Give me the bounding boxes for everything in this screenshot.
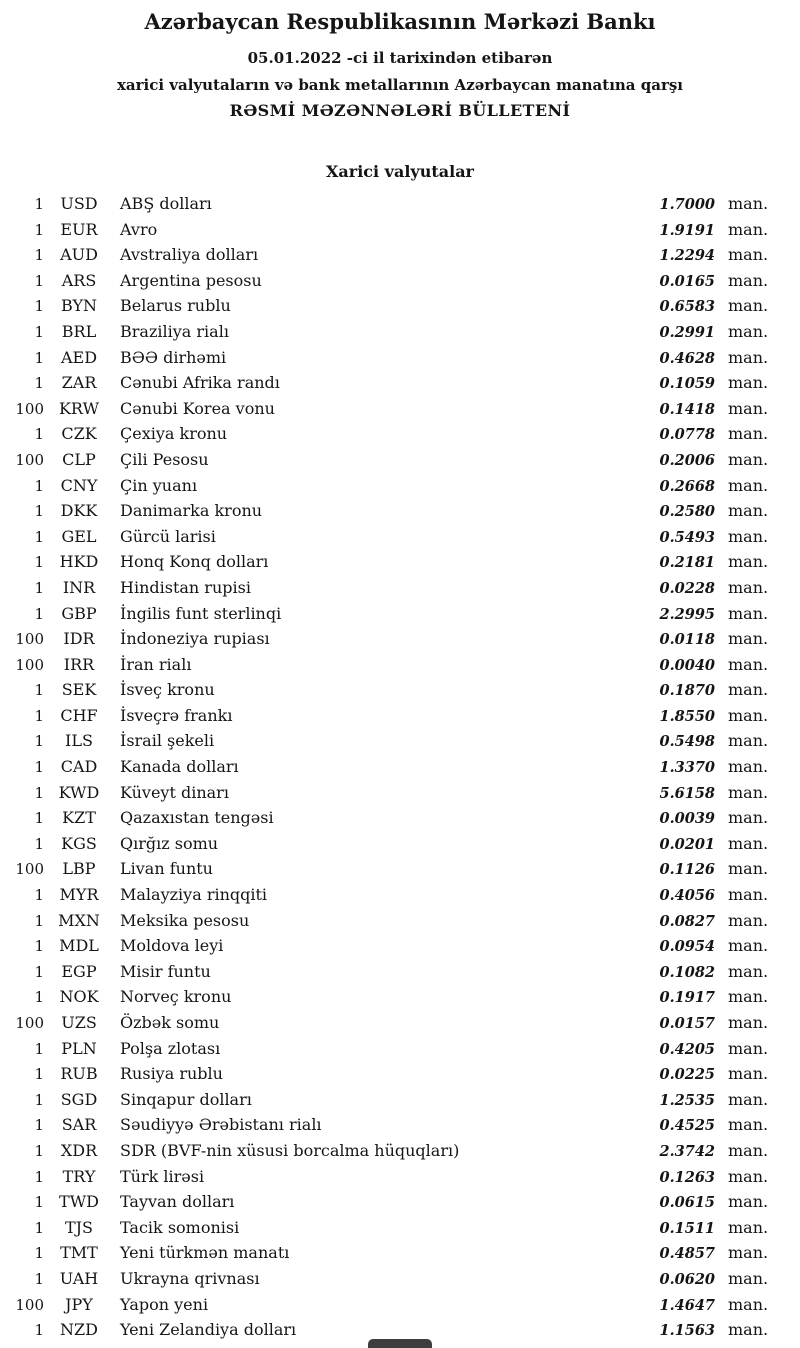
rate-row	[10, 1061, 770, 1087]
quantity: 1	[34, 937, 44, 956]
currency-name: Sinqapur dolları	[120, 1089, 252, 1109]
currency-name: Moldova leyi	[120, 936, 224, 956]
currency-code: IDR	[63, 629, 95, 649]
rate-value: 1.9191	[659, 221, 715, 239]
currency-code: HKD	[59, 552, 99, 572]
rate-value: 0.0827	[659, 912, 715, 930]
rate-value: 0.0954	[659, 938, 715, 956]
quantity: 100	[15, 630, 44, 649]
unit-label: man.	[728, 194, 769, 213]
currency-code: SEK	[61, 680, 97, 700]
quantity: 1	[34, 1039, 44, 1058]
currency-code: TMT	[60, 1243, 98, 1263]
unit-label: man.	[728, 1217, 769, 1237]
quantity: 100	[15, 450, 44, 469]
currency-name: Tacik somonisi	[120, 1217, 240, 1237]
currency-name: Belarus rublu	[120, 296, 231, 316]
rate-row	[10, 1164, 770, 1190]
rate-row	[10, 549, 770, 575]
unit-label: man.	[728, 373, 769, 393]
rate-row	[10, 856, 770, 882]
quantity: 1	[34, 476, 44, 495]
currency-name: Cənubi Afrika randı	[120, 373, 280, 393]
currency-name: Çili Pesosu	[120, 449, 209, 469]
rate-value: 0.0040	[659, 656, 715, 674]
currency-code: GEL	[61, 526, 97, 546]
currency-name: Braziliya rialı	[120, 321, 229, 341]
unit-label: man.	[728, 577, 769, 597]
quantity: 1	[34, 886, 44, 905]
currency-code: PLN	[61, 1038, 97, 1058]
unit-label: man.	[728, 1192, 769, 1212]
currency-name: Ukrayna qrivnası	[120, 1268, 260, 1288]
unit-label: man.	[728, 629, 769, 649]
quantity: 1	[34, 1269, 44, 1288]
rate-value: 0.1418	[659, 400, 715, 418]
unit-label: man.	[728, 526, 769, 546]
rate-row	[10, 447, 770, 473]
unit-label: man.	[728, 1115, 769, 1135]
bank-title: Azərbaycan Respublikasının Mərkəzi Bankı	[144, 9, 656, 34]
rate-row	[10, 780, 770, 806]
currency-code: TRY	[62, 1166, 96, 1186]
rates-list	[0, 191, 800, 1343]
rate-value: 0.1870	[659, 682, 715, 700]
currency-code: KWD	[58, 782, 100, 802]
currency-name: Çin yuanı	[120, 475, 198, 495]
rate-value: 0.0228	[659, 579, 715, 597]
unit-label: man.	[728, 270, 769, 290]
rate-row	[10, 984, 770, 1010]
quantity: 1	[34, 220, 44, 239]
currency-code: KGS	[61, 833, 97, 853]
unit-label: man.	[728, 910, 769, 930]
currency-code: CNY	[60, 475, 98, 495]
currency-name: Argentina pesosu	[120, 270, 262, 290]
rate-value: 0.0165	[659, 272, 715, 290]
currency-code: KRW	[58, 398, 100, 418]
rate-row	[10, 575, 770, 601]
unit-label: man.	[728, 1243, 769, 1263]
unit-label: man.	[728, 731, 769, 751]
currency-name: Hindistan rupisi	[120, 577, 251, 597]
currency-name: İran rialı	[120, 654, 192, 674]
rate-row	[10, 601, 770, 627]
rate-row	[10, 191, 770, 217]
quantity: 1	[34, 1090, 44, 1109]
quantity: 1	[34, 706, 44, 725]
quantity: 100	[15, 1014, 44, 1032]
currency-code: USD	[60, 194, 98, 213]
rate-value: 0.0118	[659, 631, 715, 649]
unit-label: man.	[728, 1294, 769, 1314]
rate-row	[10, 524, 770, 550]
rate-row	[10, 908, 770, 934]
rate-value: 0.1511	[659, 1219, 715, 1237]
rate-value: 0.6583	[659, 298, 715, 316]
rate-row	[10, 652, 770, 678]
quantity: 1	[34, 1321, 44, 1340]
currency-code: RUB	[60, 1064, 98, 1084]
quantity: 1	[34, 988, 44, 1007]
currency-name: Avstraliya dolları	[120, 245, 259, 265]
rate-value: 0.2991	[659, 323, 715, 341]
rate-row	[10, 831, 770, 857]
unit-label: man.	[728, 347, 769, 367]
quantity: 1	[34, 271, 44, 290]
currency-code: ARS	[61, 270, 97, 290]
currency-name: Misir funtu	[120, 961, 211, 981]
rate-value: 2.3742	[659, 1142, 715, 1160]
quantity: 1	[34, 911, 44, 930]
currency-code: EGP	[61, 961, 97, 981]
unit-label: man.	[728, 1013, 769, 1032]
quantity: 1	[34, 834, 44, 853]
currency-code: EUR	[60, 219, 98, 239]
quantity: 1	[34, 553, 44, 572]
rate-row	[10, 882, 770, 908]
currency-name: İndoneziya rupiası	[120, 629, 270, 649]
rate-value: 0.1082	[659, 963, 715, 981]
effective-date-line: 05.01.2022 -ci il tarixindən etibarən	[247, 49, 553, 67]
rate-value: 0.4205	[659, 1040, 715, 1058]
currency-name: Yeni Zelandiya dolları	[120, 1320, 297, 1340]
currency-code: ZAR	[61, 373, 97, 393]
currency-code: TJS	[64, 1217, 94, 1237]
quantity: 1	[34, 578, 44, 597]
bulletin-header	[0, 0, 800, 120]
unit-label: man.	[728, 987, 769, 1007]
currency-code: XDR	[60, 1140, 98, 1160]
currency-code: MDL	[59, 936, 99, 956]
rate-value: 0.0225	[659, 1066, 715, 1084]
currency-code: MYR	[59, 885, 99, 905]
unit-label: man.	[728, 1064, 769, 1084]
unit-label: man.	[728, 475, 769, 495]
rate-row	[10, 396, 770, 422]
currency-name: İngilis funt sterlinqi	[120, 603, 282, 623]
currency-code: CAD	[60, 757, 98, 777]
unit-label: man.	[728, 782, 769, 802]
quantity: 1	[34, 374, 44, 393]
rate-value: 0.0201	[659, 835, 715, 853]
currency-name: ABŞ dolları	[120, 194, 212, 213]
rate-value: 5.6158	[659, 784, 715, 802]
currency-name: Gürcü larisi	[120, 526, 216, 546]
rate-row	[10, 626, 770, 652]
currency-name: Rusiya rublu	[120, 1064, 223, 1084]
currency-name: Avro	[120, 219, 158, 239]
unit-label: man.	[728, 245, 769, 265]
rate-row	[10, 242, 770, 268]
unit-label: man.	[728, 859, 769, 879]
rate-value: 0.1263	[659, 1168, 715, 1186]
quantity: 1	[34, 783, 44, 802]
quantity: 1	[34, 1193, 44, 1212]
rate-row	[10, 1036, 770, 1062]
currency-name: Kanada dolları	[120, 757, 239, 777]
quantity: 1	[34, 527, 44, 546]
rate-value: 0.4857	[659, 1245, 715, 1263]
unit-label: man.	[728, 833, 769, 853]
bulletin-name: RƏSMİ MƏZƏNNƏLƏRİ BÜLLETENİ	[229, 101, 571, 120]
rate-row	[10, 805, 770, 831]
unit-label: man.	[728, 680, 769, 700]
rate-value: 1.7000	[659, 196, 715, 213]
unit-label: man.	[728, 398, 769, 418]
currency-name: İsveç kronu	[120, 680, 215, 700]
currency-code: ILS	[65, 731, 93, 751]
quantity: 1	[34, 604, 44, 623]
rate-row	[10, 498, 770, 524]
currency-name: Yapon yeni	[120, 1294, 209, 1314]
unit-label: man.	[728, 296, 769, 316]
rate-value: 0.1059	[659, 375, 715, 393]
rate-value: 0.2668	[659, 477, 715, 495]
quantity: 1	[34, 1218, 44, 1237]
unit-label: man.	[728, 1089, 769, 1109]
quantity: 1	[34, 681, 44, 700]
currency-code: JPY	[65, 1294, 93, 1314]
unit-label: man.	[728, 808, 769, 828]
section-title-foreign-currencies: Xarici valyutalar	[326, 162, 474, 181]
rate-row	[10, 473, 770, 499]
currency-code: CLP	[62, 449, 96, 469]
rate-row	[10, 677, 770, 703]
quantity: 1	[34, 348, 44, 367]
rate-row	[10, 319, 770, 345]
quantity: 100	[15, 655, 44, 674]
currency-code: CZK	[61, 424, 97, 444]
quantity: 100	[15, 860, 44, 879]
currency-name: Tayvan dolları	[120, 1192, 235, 1212]
rate-row	[10, 703, 770, 729]
currency-name: Malayziya rinqqiti	[120, 885, 268, 905]
rate-row	[10, 217, 770, 243]
bottom-bar	[368, 1339, 432, 1348]
currency-code: UAH	[59, 1268, 99, 1288]
rate-row	[10, 421, 770, 447]
unit-label: man.	[728, 219, 769, 239]
rate-value: 0.4628	[659, 349, 715, 367]
quantity: 1	[34, 758, 44, 777]
unit-label: man.	[728, 757, 769, 777]
rate-value: 1.2535	[659, 1091, 715, 1109]
currency-name: Cənubi Korea vonu	[120, 398, 275, 418]
unit-label: man.	[728, 936, 769, 956]
quantity: 1	[34, 1244, 44, 1263]
currency-name: Meksika pesosu	[120, 910, 250, 930]
unit-label: man.	[728, 321, 769, 341]
currency-name: Qazaxıstan tengəsi	[120, 808, 274, 828]
currency-code: IRR	[63, 654, 95, 674]
currency-code: GBP	[61, 603, 97, 623]
rate-row	[10, 728, 770, 754]
currency-code: CHF	[60, 705, 98, 725]
unit-label: man.	[728, 424, 769, 444]
rate-value: 0.4056	[659, 887, 715, 905]
rate-value: 0.2181	[659, 554, 715, 572]
rate-value: 1.1563	[659, 1322, 715, 1340]
unit-label: man.	[728, 552, 769, 572]
currency-code: SAR	[61, 1115, 97, 1135]
currency-code: TWD	[59, 1192, 99, 1212]
rate-value: 0.1126	[659, 861, 715, 879]
unit-label: man.	[728, 1038, 769, 1058]
unit-label: man.	[728, 705, 769, 725]
unit-label: man.	[728, 1140, 769, 1160]
currency-name: Yeni türkmən manatı	[120, 1243, 290, 1263]
rate-value: 0.2580	[659, 503, 715, 521]
unit-label: man.	[728, 1320, 769, 1340]
quantity: 1	[34, 732, 44, 751]
quantity: 1	[34, 297, 44, 316]
currency-name: Polşa zlotası	[120, 1038, 221, 1058]
rate-row	[10, 1215, 770, 1241]
rate-value: 1.4647	[659, 1296, 715, 1314]
currency-code: BYN	[60, 296, 98, 316]
quantity: 1	[34, 962, 44, 981]
currency-code: LBP	[62, 859, 96, 879]
rate-value: 0.0620	[659, 1270, 715, 1288]
rate-row	[10, 959, 770, 985]
currency-name: Özbək somu	[120, 1013, 220, 1032]
currency-name: Livan funtu	[120, 859, 213, 879]
rate-value: 1.3370	[659, 759, 715, 777]
currency-code: AUD	[60, 245, 98, 265]
currency-code: DKK	[60, 501, 98, 521]
currency-code: UZS	[61, 1013, 97, 1032]
currency-code: NZD	[60, 1320, 98, 1340]
currency-name: Küveyt dinarı	[120, 782, 229, 802]
rate-value: 0.4525	[659, 1117, 715, 1135]
currency-name: Honq Konq dolları	[120, 552, 269, 572]
rate-value: 0.2006	[659, 451, 715, 469]
rate-row	[10, 1189, 770, 1215]
unit-label: man.	[728, 885, 769, 905]
quantity: 100	[15, 399, 44, 418]
rate-value: 2.2995	[659, 605, 715, 623]
quantity: 1	[34, 195, 44, 213]
rate-value: 0.0778	[659, 426, 715, 444]
currency-name: Norveç kronu	[120, 987, 232, 1007]
quantity: 1	[34, 246, 44, 265]
rate-row	[10, 1292, 770, 1318]
currency-code: KZT	[62, 808, 96, 828]
currency-code: SGD	[60, 1089, 98, 1109]
rate-row	[10, 1138, 770, 1164]
currency-name: Səudiyyə Ərəbistanı rialı	[120, 1115, 322, 1135]
quantity: 1	[34, 1116, 44, 1135]
currency-name: Danimarka kronu	[120, 501, 263, 521]
rate-row	[10, 1010, 770, 1036]
currency-name: Türk lirəsi	[120, 1166, 205, 1186]
currency-code: AED	[60, 347, 98, 367]
unit-label: man.	[728, 603, 769, 623]
quantity: 1	[34, 322, 44, 341]
rate-row	[10, 1266, 770, 1292]
subject-line: xarici valyutaların və bank metallarının Azərbaycan manatına qarşı	[116, 76, 684, 94]
quantity: 1	[34, 502, 44, 521]
quantity: 1	[34, 1065, 44, 1084]
currency-code: NOK	[59, 987, 99, 1007]
currency-name: SDR (BVF-nin xüsusi borcalma hüquqları)	[120, 1140, 460, 1160]
rate-row	[10, 1087, 770, 1113]
currency-name: Çexiya kronu	[120, 424, 228, 444]
rate-value: 0.5498	[659, 733, 715, 751]
rate-row	[10, 268, 770, 294]
quantity: 100	[15, 1295, 44, 1314]
rate-value: 1.2294	[659, 247, 715, 265]
rate-value: 0.0157	[659, 1015, 715, 1032]
rate-row	[10, 370, 770, 396]
rate-value: 0.0039	[659, 810, 715, 828]
quantity: 1	[34, 1141, 44, 1160]
unit-label: man.	[728, 1166, 769, 1186]
currency-name: İsrail şekeli	[120, 731, 215, 751]
quantity: 1	[34, 425, 44, 444]
quantity: 1	[34, 1167, 44, 1186]
rate-row	[10, 933, 770, 959]
rate-value: 1.8550	[659, 707, 715, 725]
rate-row	[10, 754, 770, 780]
rate-row	[10, 1240, 770, 1266]
unit-label: man.	[728, 449, 769, 469]
unit-label: man.	[728, 1268, 769, 1288]
rate-value: 0.5493	[659, 528, 715, 546]
quantity: 1	[34, 809, 44, 828]
currency-code: INR	[62, 577, 96, 597]
rate-row	[10, 293, 770, 319]
rate-value: 0.0615	[659, 1194, 715, 1212]
unit-label: man.	[728, 501, 769, 521]
currency-name: BƏƏ dirhəmi	[120, 347, 227, 367]
unit-label: man.	[728, 961, 769, 981]
currency-name: İsveçrə frankı	[120, 705, 233, 725]
currency-code: MXN	[58, 910, 100, 930]
currency-name: Qırğız somu	[120, 833, 219, 853]
currency-code: BRL	[61, 321, 97, 341]
rate-row	[10, 345, 770, 371]
rate-value: 0.1917	[659, 989, 715, 1007]
unit-label: man.	[728, 654, 769, 674]
rate-row	[10, 1112, 770, 1138]
